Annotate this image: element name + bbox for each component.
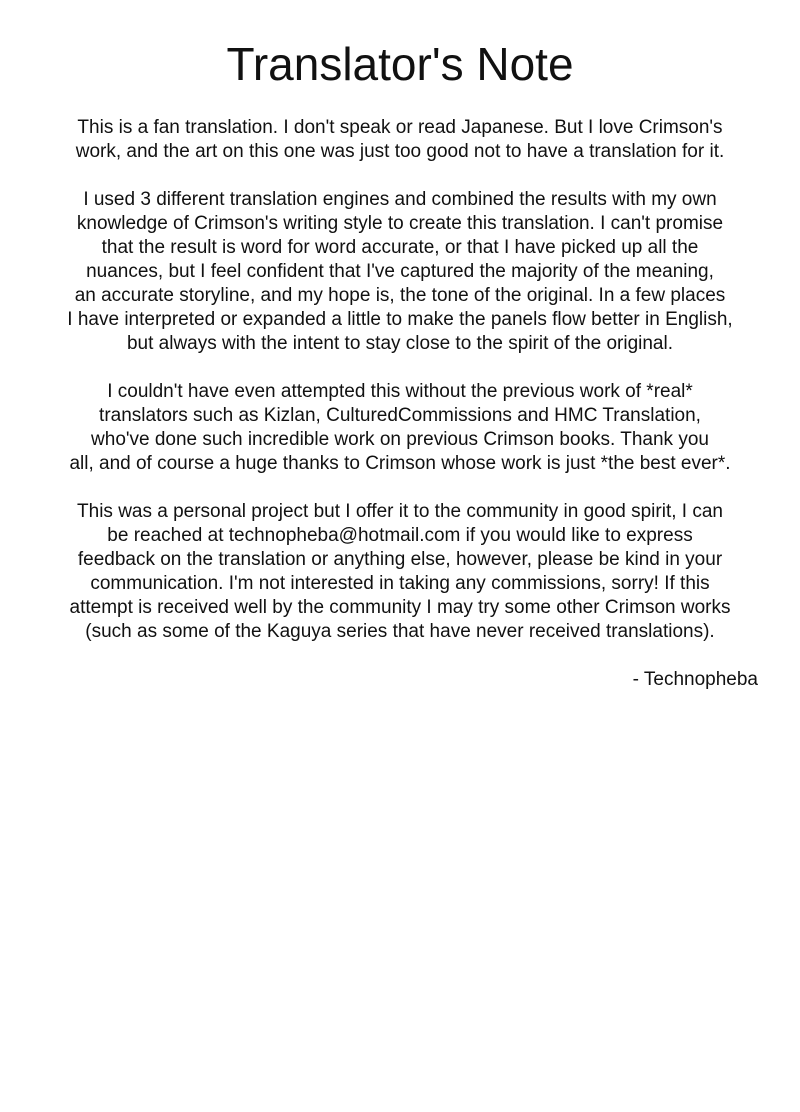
text-line: (such as some of the Kaguya series that have never received translations).: [85, 621, 715, 642]
paragraph-contact: [20, 500, 780, 644]
text-line: I used 3 different translation engines and combined the results with my own: [83, 189, 717, 210]
text-line: attempt is received well by the community I may try some other Crimson works: [69, 597, 731, 618]
text-line: work, and the art on this one was just too good not to have a translation for it.: [75, 141, 725, 162]
text-line: I have interpreted or expanded a little to make the panels flow better in English,: [67, 309, 733, 330]
text-line: translators such as Kizlan, CulturedCommissions and HMC Translation,: [99, 405, 701, 426]
text-line: I couldn't have even attempted this without the previous work of *real*: [107, 381, 693, 402]
text-line: communication. I'm not interested in taking any commissions, sorry! If this: [90, 573, 710, 594]
signature: - Technopheba: [632, 669, 758, 690]
paragraph-method: [20, 188, 780, 356]
page-title: Translator's Note: [226, 38, 574, 90]
text-line: be reached at technopheba@hotmail.com if you would like to express: [107, 525, 693, 546]
text-line: all, and of course a huge thanks to Crimson whose work is just *the best ever*.: [69, 453, 731, 474]
text-line: that the result is word for word accurate, or that I have picked up all the: [101, 237, 699, 258]
paragraph-thanks: [20, 380, 780, 476]
text-line: nuances, but I feel confident that I've captured the majority of the meaning,: [86, 261, 714, 282]
text-line: feedback on the translation or anything else, however, please be kind in your: [77, 549, 723, 570]
text-line: knowledge of Crimson's writing style to create this translation. I can't promise: [76, 213, 724, 234]
text-line: This was a personal project but I offer it to the community in good spirit, I can: [77, 501, 723, 522]
text-line: who've done such incredible work on previous Crimson books. Thank you: [91, 429, 709, 450]
note-body: [20, 116, 780, 692]
paragraph-intro: [20, 116, 780, 164]
text-line: but always with the intent to stay close to the spirit of the original.: [126, 333, 673, 354]
text-line: This is a fan translation. I don't speak or read Japanese. But I love Crimson's: [77, 117, 723, 138]
text-line: an accurate storyline, and my hope is, the tone of the original. In a few places: [74, 285, 726, 306]
